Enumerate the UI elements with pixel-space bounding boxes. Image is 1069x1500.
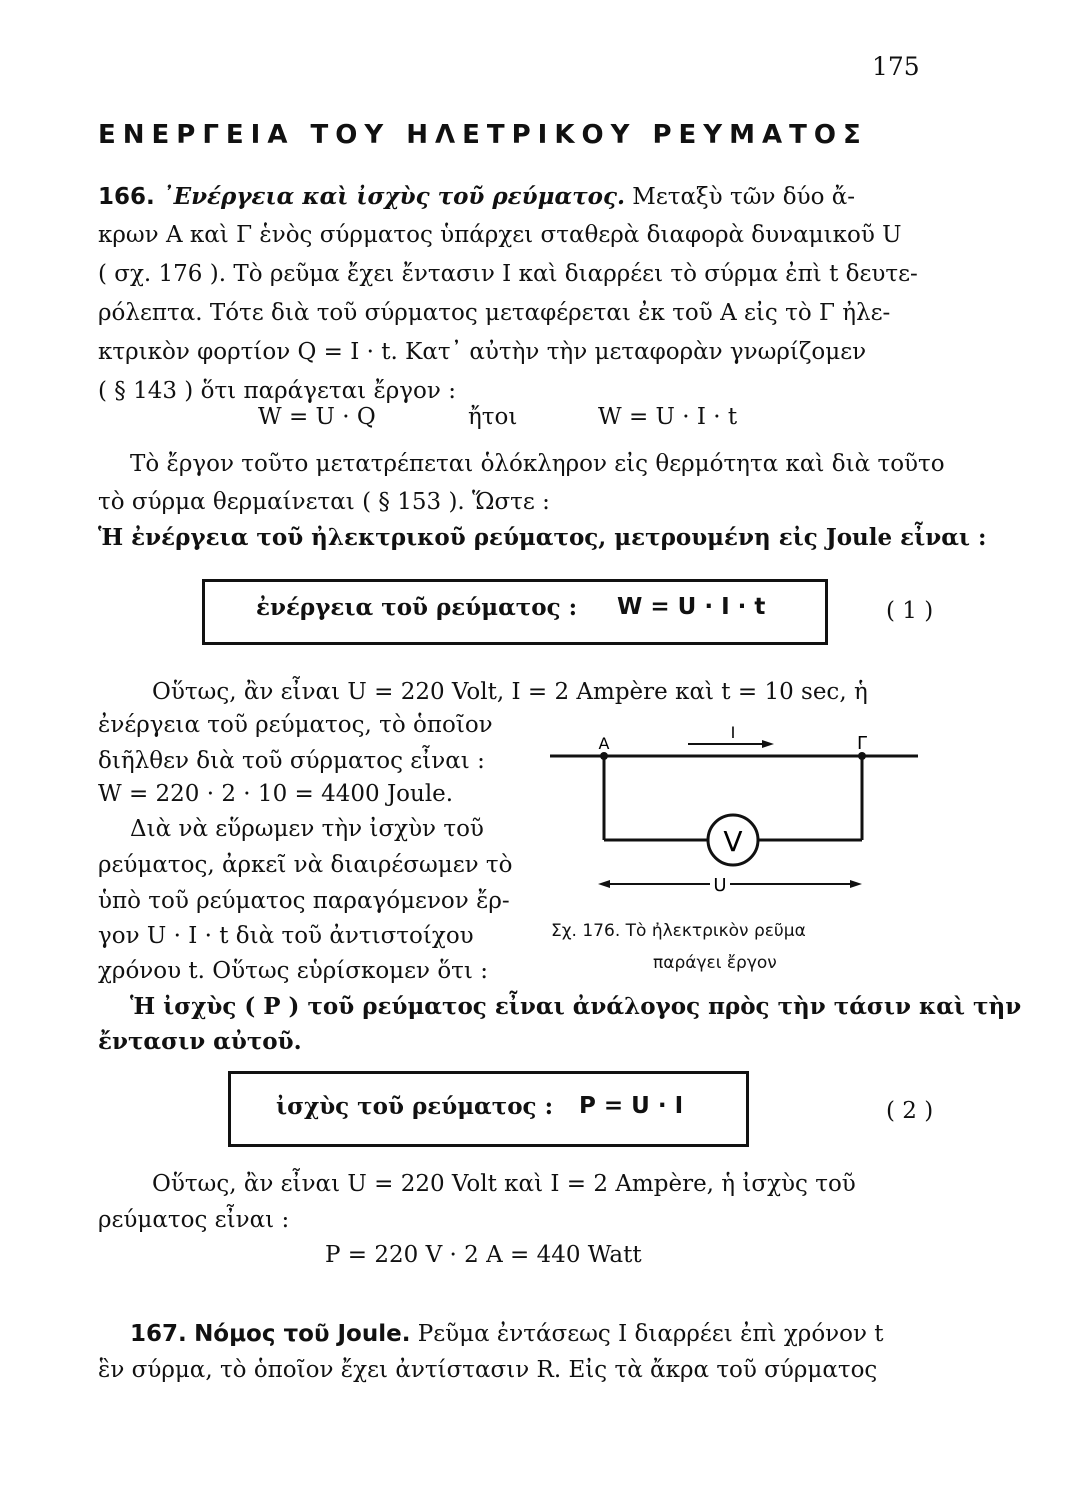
result-formula: P = 220 V · 2 A = 440 Watt	[325, 1242, 642, 1268]
figure-caption: Σχ. 176. Τὸ ἠλεκτρικὸν ρεῦμα	[551, 921, 806, 941]
equation-number: ( 2 )	[886, 1098, 934, 1124]
paragraph-line: κτρικὸν φορτίον Q = I · t. Κατ᾿ αὐτὴν τὴν μεταφορὰν γνωρίζομεν	[98, 339, 867, 365]
formula-b: W = U · I · t	[598, 404, 738, 430]
paragraph-line: χρόνου t. Οὕτως εὑρίσκομεν ὅτι :	[98, 958, 488, 984]
paragraph-line: ρεύματος εἶναι :	[98, 1207, 290, 1233]
section-166-first-line	[98, 183, 855, 210]
formula-box-label: ἰσχὺς τοῦ ρεύματος :	[276, 1093, 554, 1120]
label-g: Γ	[856, 733, 868, 754]
paragraph-line: ( § 143 ) ὅτι παράγεται ἔργον :	[98, 378, 456, 404]
formula-connector: ἤτοι	[468, 404, 518, 430]
formula-box-formula: W = U · I · t	[617, 594, 766, 620]
arrow-head-icon	[598, 880, 610, 888]
paragraph-line: κρων Α καὶ Γ ἑνὸς σύρματος ὑπάρχει σταθερὰ διαφορὰ δυναμικοῦ U	[98, 222, 902, 248]
figure-caption: παράγει ἔργον	[653, 953, 777, 973]
voltmeter-label: V	[723, 825, 743, 858]
paragraph-line: τὸ σύρμα θερμαίνεται ( § 153 ). Ὥστε :	[98, 489, 550, 515]
section-heading: ᾿Ενέργεια καὶ ἰσχὺς τοῦ ρεύματος.	[162, 183, 625, 210]
bold-statement: Ἡ ἰσχὺς ( P ) τοῦ ρεύματος εἶναι ἀνάλογος πρὸς τὴν τάσιν καὶ τὴν	[130, 993, 1022, 1020]
label-i: I	[730, 723, 736, 742]
circuit-diagram	[540, 720, 940, 930]
section-heading: Νόμος τοῦ Joule.	[194, 1321, 411, 1347]
page-number: 175	[872, 52, 920, 81]
paragraph-line: Μεταξὺ τῶν δύο ἄ-	[632, 184, 856, 210]
bold-statement: ἔντασιν αὐτοῦ.	[98, 1028, 302, 1055]
label-u: U	[713, 875, 727, 896]
paragraph-line: ( σχ. 176 ). Τὸ ρεῦμα ἔχει ἔντασιν I καὶ διαρρέει τὸ σύρμα ἐπὶ t δευτε-	[98, 261, 918, 287]
section-number: 167.	[130, 1321, 187, 1347]
paragraph-line: γον U · I · t διὰ τοῦ ἀντιστοίχου	[98, 923, 474, 949]
paragraph-line: ρεύματος, ἀρκεῖ νὰ διαιρέσωμεν τὸ	[98, 852, 513, 878]
label-a: Α	[598, 734, 610, 753]
arrow-head-icon	[850, 880, 862, 888]
paragraph-line: ρόλεπτα. Τότε διὰ τοῦ σύρματος μεταφέρεται ἐκ τοῦ Α εἰς τὸ Γ ἠλε-	[98, 300, 891, 326]
equation-number: ( 1 )	[886, 598, 934, 624]
paragraph-line: W = 220 · 2 · 10 = 4400 Joule.	[98, 781, 454, 807]
paragraph-line: ἐνέργεια τοῦ ρεύματος, τὸ ὁποῖον	[98, 712, 493, 738]
formula-a: W = U · Q	[258, 404, 376, 430]
paragraph-line: ὑπὸ τοῦ ρεύματος παραγόμενον ἔρ-	[98, 888, 510, 914]
formula-box-label: ἐνέργεια τοῦ ρεύματος :	[256, 594, 578, 621]
paragraph-line: Ρεῦμα ἐντάσεως I διαρρέει ἐπὶ χρόνον t	[417, 1321, 884, 1347]
section-167-first-line	[130, 1321, 884, 1347]
example-line: Οὕτως, ἂν εἶναι U = 220 Volt, I = 2 Ampère καὶ t = 10 sec, ἡ	[152, 679, 868, 705]
paragraph-line: Τὸ ἔργον τοῦτο μετατρέπεται ὁλόκληρον εἰς θερμότητα καὶ διὰ τοῦτο	[130, 451, 945, 477]
section-number: 166.	[98, 184, 155, 210]
arrow-head-icon	[762, 740, 774, 748]
bold-statement: Ἡ ἐνέργεια τοῦ ἠλεκτρικοῦ ρεύματος, μετρουμένη εἰς Joule εἶναι :	[98, 524, 987, 551]
formula-box-formula: P = U · I	[579, 1093, 684, 1119]
paragraph-line: ἓν σύρμα, τὸ ὁποῖον ἔχει ἀντίστασιν R. Εἰς τὰ ἄκρα τοῦ σύρματος	[98, 1357, 878, 1383]
chapter-title: ΕΝΕΡΓΕΙΑ ΤΟΥ ΗΛΕΤΡΙΚΟΥ ΡΕΥΜΑΤΟΣ	[98, 120, 868, 150]
paragraph-line: Οὕτως, ἂν εἶναι U = 220 Volt καὶ I = 2 Ampère, ἡ ἰσχὺς τοῦ	[152, 1171, 856, 1197]
paragraph-line: διῆλθεν διὰ τοῦ σύρματος εἶναι :	[98, 748, 485, 774]
paragraph-line: Διὰ νὰ εὕρωμεν τὴν ἰσχὺν τοῦ	[130, 816, 484, 842]
